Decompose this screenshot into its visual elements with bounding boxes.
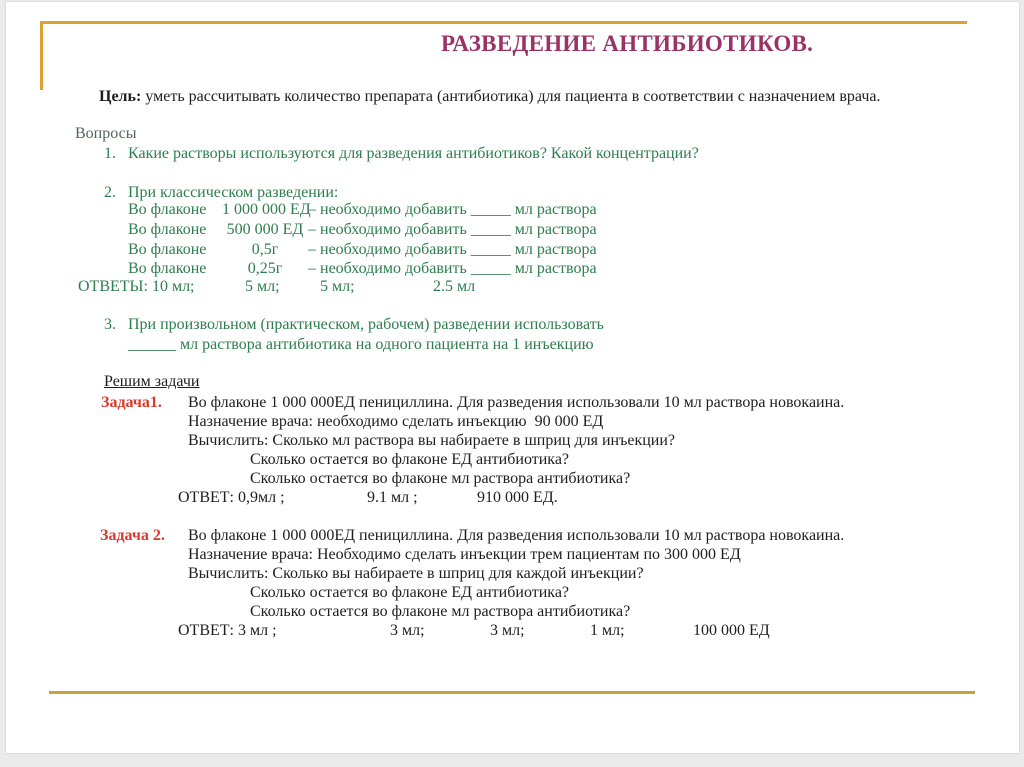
task-1-sub-question-2: Сколько остается во флаконе мл раствора антибиотика?: [250, 470, 631, 487]
question-item-3-line2: [128, 335, 594, 354]
goal-line: [99, 87, 880, 106]
vial-amount: 500 000 ЕД: [226, 221, 304, 238]
dilution-instruction: – необходимо добавить _____ мл раствора: [308, 260, 597, 277]
task-2-sub-question-1: Сколько остается во флаконе ЕД антибиотика?: [250, 584, 570, 601]
question-2-number: 2.: [104, 184, 116, 201]
answer-value: 100 000 ЕД: [693, 622, 770, 639]
answers-line: [78, 277, 475, 296]
task-2-doctor-order: Назначение врача: Необходимо сделать инъекции трем пациентам по 300 000 ЕД: [188, 546, 741, 563]
question-item-1: [104, 144, 699, 163]
dilution-row: [128, 220, 597, 239]
questions-header: Вопросы: [75, 125, 137, 142]
dilution-row: [128, 200, 597, 219]
question-3-number: 3.: [104, 316, 116, 333]
answer-value: 5 мл;: [320, 278, 355, 295]
dilution-row: [128, 259, 597, 278]
answer-value: 9.1 мл ;: [367, 489, 418, 506]
left-border-line: [40, 21, 43, 90]
vial-label: Во флаконе: [128, 221, 207, 238]
goal-text: уметь рассчитывать количество препарата (антибиотика) для пациента в соответствии с назначением врача.: [141, 88, 881, 105]
vial-label: Во флаконе: [128, 241, 207, 258]
bottom-border-line: [49, 691, 975, 694]
vial-amount: 0,25г: [247, 260, 283, 277]
dilution-row: [128, 240, 597, 259]
task-2-sub-question-2: Сколько остается во флаконе мл раствора антибиотика?: [250, 603, 631, 620]
question-3-text-continued: мл раствора антибиотика на одного пациента на 1 инъекцию: [176, 336, 594, 353]
answer-value: 910 000 ЕД.: [477, 489, 558, 506]
answer-value: ОТВЕТ: 3 мл ;: [178, 622, 277, 639]
task-1-doctor-order: Назначение врача: необходимо сделать инъекцию 90 000 ЕД: [188, 413, 604, 430]
task-2-calculate-line: Вычислить: Сколько вы набираете в шприц для каждой инъекции?: [188, 565, 644, 582]
tasks-header: Решим задачи: [104, 373, 200, 390]
top-border-line: [40, 21, 967, 24]
task-1-intro-line: [101, 393, 844, 412]
goal-label: Цель:: [99, 88, 142, 105]
dilution-instruction: – необходимо добавить _____ мл раствора: [308, 221, 597, 238]
answer-value: 5 мл;: [245, 278, 280, 295]
task-1-calculate-line: Вычислить: Сколько мл раствора вы набираете в шприц для инъекции?: [188, 432, 676, 449]
blank-underscore: ______: [128, 336, 176, 353]
slide-title: РАЗВЕДЕНИЕ АНТИБИОТИКОВ.: [441, 31, 814, 56]
task-1-label: Задача1.: [101, 394, 162, 411]
task-2-answer-line: [178, 621, 770, 640]
answer-value: ОТВЕТЫ: 10 мл;: [78, 278, 195, 295]
task-2-intro-line: [100, 526, 844, 545]
dilution-instruction: – необходимо добавить _____ мл раствора: [308, 201, 597, 218]
task-1-sub-question-1: Сколько остается во флаконе ЕД антибиотика?: [250, 451, 570, 468]
task-2-label: Задача 2.: [100, 527, 165, 544]
answer-value: 1 мл;: [590, 622, 625, 639]
task-1-answer-line: [178, 488, 558, 507]
vial-amount: 0,5г: [251, 241, 279, 258]
vial-label: Во флаконе: [128, 260, 207, 277]
answer-value: ОТВЕТ: 0,9мл ;: [178, 489, 285, 506]
question-item-3: [104, 315, 604, 334]
task-1-intro: Во флаконе 1 000 000ЕД пенициллина. Для разведения использовали 10 мл раствора новокаина.: [188, 394, 845, 411]
dilution-instruction: – необходимо добавить _____ мл раствора: [308, 241, 597, 258]
question-1-text: Какие растворы используются для разведения антибиотиков? Какой концентрации?: [128, 145, 699, 162]
vial-label: Во флаконе: [128, 201, 207, 218]
vial-amount: 1 000 000 ЕД: [222, 201, 311, 218]
answer-value: 3 мл;: [390, 622, 425, 639]
question-3-text: При произвольном (практическом, рабочем) разведении использовать: [128, 316, 604, 333]
task-2-intro: Во флаконе 1 000 000ЕД пенициллина. Для разведения использовали 10 мл раствора новокаина.: [188, 527, 845, 544]
question-2-text: При классическом разведении:: [128, 184, 339, 201]
answer-value: 2.5 мл: [433, 278, 476, 295]
answer-value: 3 мл;: [490, 622, 525, 639]
question-1-number: 1.: [104, 145, 116, 162]
